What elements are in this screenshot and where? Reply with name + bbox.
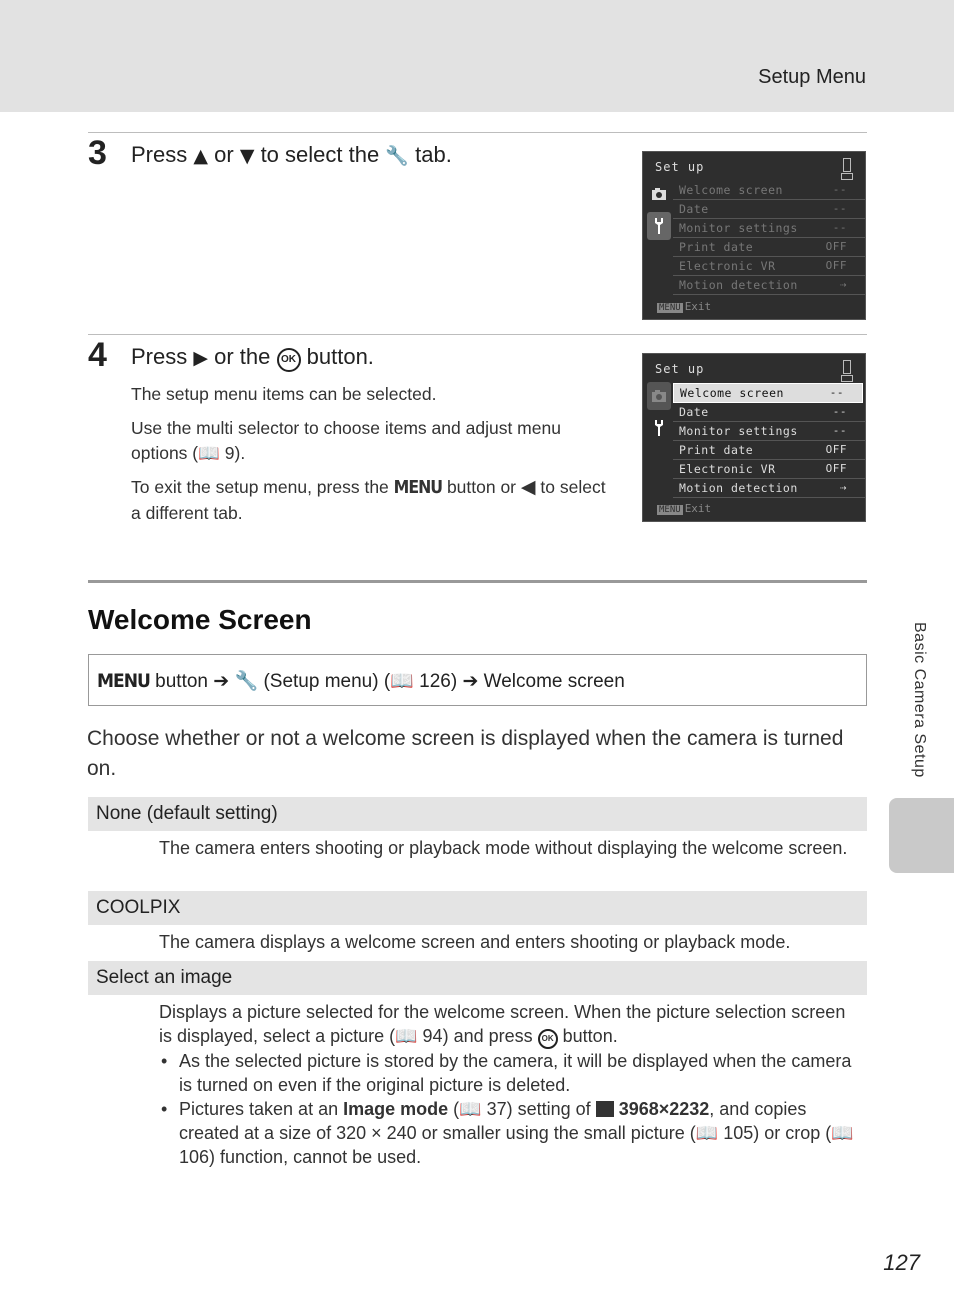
menu-row: Monitor settings --: [673, 219, 865, 238]
camera-screen-setup-menu: [642, 353, 866, 522]
menu-list: [673, 181, 865, 295]
page-number: 127: [883, 1250, 920, 1275]
wrench-icon: [647, 212, 671, 240]
option-description: The camera enters shooting or playback mode without displaying the welcome screen.: [159, 838, 848, 858]
menu-list: [673, 383, 865, 498]
step-number: 3: [88, 134, 107, 172]
wrench-icon: 🔧: [234, 670, 259, 692]
header-band: [0, 0, 954, 112]
option-heading: COOLPIX: [88, 891, 867, 925]
page-ref-icon: 📖: [831, 1123, 854, 1143]
motion-icon: ⇢: [839, 481, 847, 494]
list-item: • Pictures taken at an Image mode (📖 37) setting of 3968×2232, and copies created at a size of 320 × 240 or smaller using the small picture (📖 105) or crop (📖 106) function, cannot be used.: [159, 1097, 859, 1169]
wrench-icon: [647, 414, 671, 442]
step-text: The setup menu items can be selected.: [131, 384, 437, 404]
option-description: The camera displays a welcome screen and enters shooting or playback mode.: [159, 932, 791, 952]
step-title: Press ▲ or ▼ to select the 🔧 tab.: [131, 142, 452, 167]
menu-row: Motion detection ⇢: [673, 276, 865, 295]
chapter-label: Basic Camera Setup: [911, 622, 928, 778]
right-arrow-icon: ▶: [193, 347, 208, 369]
section-label: Setup Menu: [758, 66, 866, 88]
page-ref-icon: 📖: [390, 671, 414, 692]
arrow-right-icon: ➔: [462, 670, 479, 692]
wrench-icon: 🔧: [385, 145, 409, 167]
camera-screen-setup-tab: [642, 151, 866, 320]
image-size-icon: [596, 1101, 614, 1117]
menu-icon: MENU: [97, 670, 150, 692]
motion-icon: ⇢: [839, 278, 847, 291]
menu-icon: MENU: [393, 478, 443, 498]
section-title: Welcome Screen: [88, 604, 312, 635]
page-ref-icon: 📖: [695, 1123, 719, 1143]
left-arrow-icon: ◀: [520, 476, 536, 498]
camera-icon: [647, 382, 671, 410]
ok-icon: OK: [277, 348, 301, 372]
intro-text: Choose whether or not a welcome screen is displayed when the camera is turned on.: [87, 727, 844, 780]
page-ref-icon: 📖: [395, 1026, 418, 1046]
step-text: To exit the setup menu, press the MENU button or ◀ to select a different tab.: [131, 476, 606, 523]
chapter-tab: [889, 798, 954, 873]
page-ref-icon: 📖: [198, 443, 220, 463]
ok-icon: OK: [538, 1029, 558, 1049]
option-heading: Select an image: [88, 961, 867, 995]
page-ref-icon: 📖: [459, 1099, 482, 1119]
menu-row: Date --: [673, 403, 865, 422]
divider: [88, 132, 867, 133]
card-icon: [841, 375, 853, 382]
menu-row: Date --: [673, 200, 865, 219]
down-arrow-icon: ▼: [239, 145, 255, 167]
camera-icon: [647, 180, 671, 208]
menu-path: MENU button ➔ 🔧 (Setup menu) (📖 126) ➔ Welcome screen: [88, 654, 867, 706]
section-divider: [88, 580, 867, 583]
card-icon: [841, 173, 853, 180]
notes-list: [159, 1049, 859, 1169]
step-number: 4: [88, 336, 107, 374]
step-title: Press ▶ or the OK button.: [131, 344, 374, 372]
option-heading: None (default setting): [88, 797, 867, 831]
exit-hint: MENU Exit: [659, 300, 712, 313]
menu-row: Electronic VR OFF: [673, 257, 865, 276]
menu-row: Print date OFF: [673, 238, 865, 257]
step-text: Use the multi selector to choose items and adjust menu options (📖 9).: [131, 418, 561, 463]
menu-row: Monitor settings --: [673, 422, 865, 441]
battery-icon: [843, 360, 851, 374]
divider: [88, 334, 867, 335]
list-item: • As the selected picture is stored by the camera, it will be displayed when the camera is turned on even if the original picture is deleted.: [159, 1049, 859, 1097]
exit-hint: MENU Exit: [659, 502, 712, 515]
menu-row: Electronic VR OFF: [673, 460, 865, 479]
menu-row: Print date OFF: [673, 441, 865, 460]
menu-row-selected: Welcome screen --: [673, 383, 863, 403]
screen-title: Set up: [655, 362, 705, 376]
arrow-right-icon: ➔: [213, 670, 230, 692]
battery-icon: [843, 158, 851, 172]
option-description: Displays a picture selected for the welcome screen. When the picture selection screen is displayed, select a picture (📖 94) and press OK button.: [159, 1000, 859, 1049]
menu-row: Welcome screen --: [673, 181, 865, 200]
up-arrow-icon: ▲: [193, 145, 208, 167]
menu-row: Motion detection ⇢: [673, 479, 865, 498]
screen-title: Set up: [655, 160, 705, 174]
